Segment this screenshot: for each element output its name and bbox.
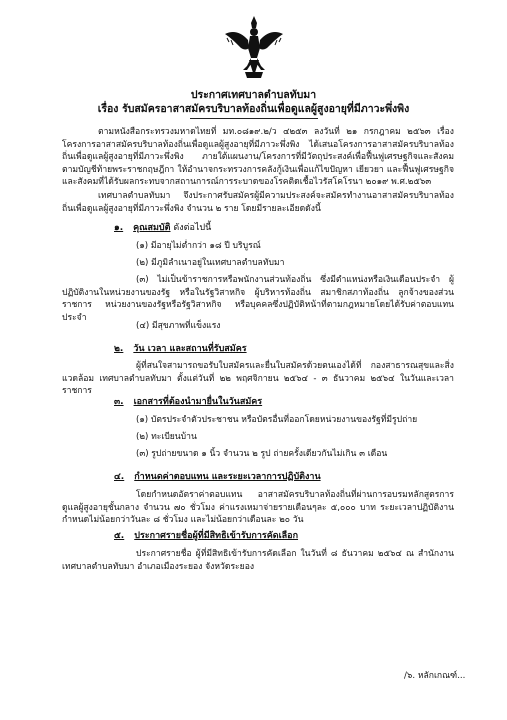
section-2-body: ผู้ที่สนใจสามารถขอรับใบสมัครและยื่นใบสมัครด้วยตนเองได้ที่ กองสาธารณสุขและสิ่งแวดล้อม เทศบาลตำบลทับมา ตั้งแต่วันที่ ๒๒ พฤศจิกายน ๒๕๖๔ - ๓ ธันวาคม ๒๕๖๔ ในวันและเวลาราชการ	[62, 361, 454, 396]
section-2-number: ๒.	[114, 344, 124, 354]
section-2-heading	[114, 343, 247, 356]
section-1-title-suffix: ดังต่อไปนี้	[170, 223, 212, 233]
section-5-heading	[114, 530, 298, 543]
title-divider	[190, 118, 318, 119]
section-1-item: (๓) ไม่เป็นข้าราชการหรือพนักงานส่วนท้องถิ่น ซึ่งมีตำแหน่งหรือเงินเดือนประจำ ผู้ปฏิบัติงานในหน่วยงานของรัฐ หรือในรัฐวิสาหกิจ ผู้บริหารท้องถิ่น สมาชิกสภาท้องถิ่น ลูกจ้างของส่วนราชการ หน่วยงานของรัฐหรือรัฐวิสาหกิจ หรือบุคคลซึ่งปฏิบัติหน้าที่ตามกฎหมายโดยได้รับค่าตอบแทนประจำ	[62, 275, 454, 323]
section-1-item: (๑) มีอายุไม่ต่ำกว่า ๑๘ ปี บริบูรณ์	[136, 241, 261, 251]
announcement-title: ประกาศเทศบาลตำบลทับมา	[190, 89, 317, 101]
intro-paragraph-2: เทศบาลตำบลทับมา จึงประกาศรับสมัครผู้มีความประสงค์จะสมัครทำงานอาสาสมัครบริบาลท้องถิ่นเพื่อดูแลผู้สูงอายุที่มีภาวะพึ่งพิง จำนวน ๒ ราย โดยมีรายละเอียดดังนี้	[62, 191, 454, 214]
section-3-title: เอกสารที่ต้องนำมายื่นในวันสมัคร	[133, 397, 263, 407]
section-3-item: (๒) ทะเบียนบ้าน	[136, 432, 197, 442]
section-2-title: วัน เวลา และสถานที่รับสมัคร	[133, 344, 247, 354]
section-3-item: (๓) รูปถ่ายขนาด ๑ นิ้ว จำนวน ๒ รูป ถ่ายครั้งเดียวกันไม่เกิน ๓ เดือน	[136, 449, 388, 459]
intro-paragraph-1: ตามหนังสือกระทรวงมหาดไทยที่ มท.๐๘๑๙.๒/ว ๔๒๕๓ ลงวันที่ ๒๑ กรกฎาคม ๒๕๖๓ เรื่อง โครงการอาสาสมัครบริบาลท้องถิ่นเพื่อดูแลผู้สูงอายุที่มีภาวะพึ่งพิง ได้เสนอโครงการอาสาสมัครบริบาลท้องถิ่นเพื่อดูแลผู้สูงอายุที่มีภาวะพึ่งพิง ภายใต้แผนงาน/โครงการที่มีวัตถุประสงค์เพื่อฟื้นฟูเศรษฐกิจและสังคม ตามบัญชีท้ายพระราชกฤษฎีกา ให้อำนาจกระทรวงการคลังกู้เงินเพื่อแก้ไขปัญหา เยียวยา และฟื้นฟูเศรษฐกิจและสังคมที่ได้รับผลกระทบจากสถานการณ์การระบาดของโรคติดเชื้อไวรัสโคโรนา ๒๐๑๙ พ.ศ.๒๕๖๓	[62, 127, 454, 187]
section-4-body: โดยกำหนดอัตราค่าตอบแทน อาสาสมัครบริบาลท้องถิ่นที่ผ่านการอบรมหลักสูตรการดูแลผู้สูงอายุชั้นกลาง จำนวน ๗๐ ชั่วโมง ค่าแรงเหมาจ่ายรายเดือนๆละ ๕,๐๐๐ บาท ระยะเวลาปฏิบัติงาน กำหนดไม่น้อยกว่าวันละ ๘ ชั่วโมง และไม่น้อยกว่าเดือนละ ๒๐ วัน	[62, 490, 454, 525]
section-5-number: ๕.	[114, 531, 125, 541]
section-1-item: (๒) มีภูมิลำเนาอยู่ในเทศบาลตำบลทับมา	[136, 258, 285, 268]
section-1-heading	[114, 222, 211, 235]
section-1-number: ๑.	[114, 223, 124, 233]
section-4-title: กำหนดค่าตอบแทน และระยะเวลาการปฏิบัติงาน	[134, 472, 321, 482]
section-3-heading	[114, 396, 262, 409]
announcement-subject: เรื่อง รับสมัครอาสาสมัครบริบาลท้องถิ่นเพื่อดูแลผู้สูงอายุที่มีภาวะพึ่งพิง	[97, 103, 410, 115]
section-1-item: (๔) มีสุขภาพที่แข็งแรง	[136, 321, 221, 331]
section-5-body: ประกาศรายชื่อ ผู้ที่มีสิทธิเข้ารับการคัดเลือก ในวันที่ ๘ ธันวาคม ๒๕๖๔ ณ สำนักงานเทศบาลตำบลทับมา อำเภอเมืองระยอง จังหวัดระยอง	[62, 549, 454, 572]
section-3-number: ๓.	[114, 397, 124, 407]
section-3-item: (๑) บัตรประจำตัวประชาชน หรือบัตรอื่นที่ออกโดยหน่วยงานของรัฐที่มีรูปถ่าย	[136, 415, 418, 425]
section-1-title: คุณสมบัติ	[133, 223, 171, 233]
section-4-heading	[114, 471, 321, 484]
section-5-title: ประกาศรายชื่อผู้ที่มีสิทธิเข้ารับการคัดเลือก	[134, 531, 299, 541]
section-4-number: ๔.	[114, 472, 125, 482]
garuda-emblem-icon	[223, 14, 285, 80]
continued-footer: /๖. หลักเกณฑ์...	[404, 671, 466, 681]
